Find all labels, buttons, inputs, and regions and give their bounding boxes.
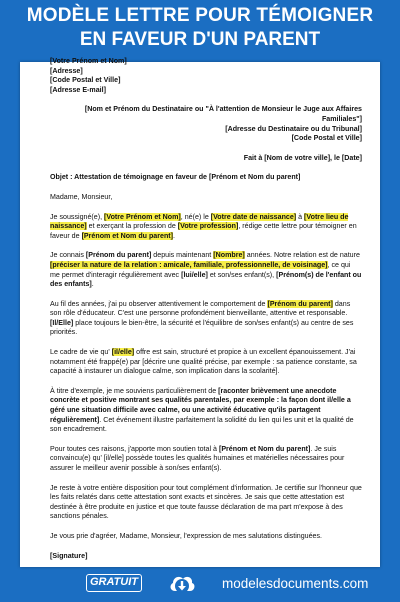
title-line-2: EN FAVEUR D'UN PARENT	[79, 29, 321, 50]
title-line-1: MODÈLE LETTRE POUR TÉMOIGNER	[26, 5, 374, 26]
sender-address: [Adresse]	[50, 66, 83, 75]
recipient-city: [Code Postal et Ville]	[291, 134, 362, 143]
signature: [Signature]	[50, 551, 88, 560]
paragraph-example: À titre d'exemple, je me souviens particulièrement de [raconter brièvement une anecdote concrète et positive montrant ses qualités parentales, par exemple : la façon dont il/elle a géré une situation difficile avec calme, ou une activité éducative qu'ils partagent régulièrement]. Cet événement illustre parfaitement la solidité du lien qui les unit et la qualité de son encadrement.	[50, 386, 354, 434]
sender-city: [Code Postal et Ville]	[50, 76, 121, 85]
place-date: Fait à [Nom de votre ville], le [Date]	[243, 153, 362, 162]
paragraph-certification: Je reste à votre entière disposition pour tout complément d'information. Je certifie sur l'honneur que les faits relatés dans cette attestation sont exacts et sincères. Je sais que cette attestation est destinée à être produite en justice et que toute fausse déclaration de ma part m'expose à des sanctions pénales.	[50, 483, 362, 521]
paragraph-relation: Je connais [Prénom du parent] depuis maintenant [Nombre] années. Notre relation est de nature [préciser la nature de la relation : amicale, familiale, professionnelle, de voisinage], ce qui me permet d'interagir régulièrement avec [lui/elle] et son/ses enfant(s), [Prénom(s) de l'enfant ou des enfants].	[50, 251, 362, 289]
paragraph-closing: Je vous prie d'agréer, Madame, Monsieur, l'expression de mes salutations distinguées.	[50, 531, 323, 540]
recipient-address: [Adresse du Destinataire ou du Tribunal]	[225, 124, 362, 133]
sender-email: [Adresse E-mail]	[50, 85, 106, 94]
paragraph-identity: Je soussigné(e), [Votre Prénom et Nom], né(e) le [Votre date de naissance] à [Votre lieu de naissance] et exerçant la profession de [Votre profession], rédige cette lettre pour témoigner en faveur de [Prénom et Nom du parent].	[50, 212, 357, 240]
recipient-line-2: Familiales"]	[321, 114, 362, 123]
paragraph-support: Pour toutes ces raisons, j'apporte mon soutien total à [Prénom et Nom du parent]. Je suis convaincu(e) qu' [il/elle] possède toutes les qualités humaines et matérielles nécessaires pour assurer le meilleur avenir possible à son/ses enfant(s).	[50, 444, 345, 472]
recipient-line-1: [Nom et Prénom du Destinataire ou "À l'attention de Monsieur le Juge aux Affaires	[84, 105, 362, 114]
paragraph-living-environment: Le cadre de vie qu' [il/elle] offre est sain, structuré et propice à un excellent épanouissement. J'ai notamment été frappé(e) par [décrire une qualité précise, par exemple : sa patience constante, sa capacité à instaurer un dialogue calme, son implication dans la scolarité].	[50, 348, 357, 376]
letter-object: Objet : Attestation de témoignage en faveur de [Prénom et Nom du parent]	[50, 173, 301, 182]
paragraph-observation: Au fil des années, j'ai pu observer attentivement le comportement de [Prénom du parent] dans son rôle d'éducateur. C'est une personne profondément bienveillante, attentive et responsable. [Il/Elle] place toujours le bien-être, la sécurité et l'équilibre de son/ses enfant(s) au centre de ses priorités.	[50, 299, 354, 337]
sender-name: [Votre Prénom et Nom]	[50, 57, 127, 65]
title-banner	[0, 0, 400, 60]
site-url[interactable]: modelesdocuments.com	[222, 576, 369, 591]
download-cloud-icon[interactable]	[168, 571, 196, 597]
free-badge: GRATUIT	[86, 574, 142, 592]
greeting: Madame, Monsieur,	[50, 192, 113, 201]
letter-document	[20, 57, 380, 567]
